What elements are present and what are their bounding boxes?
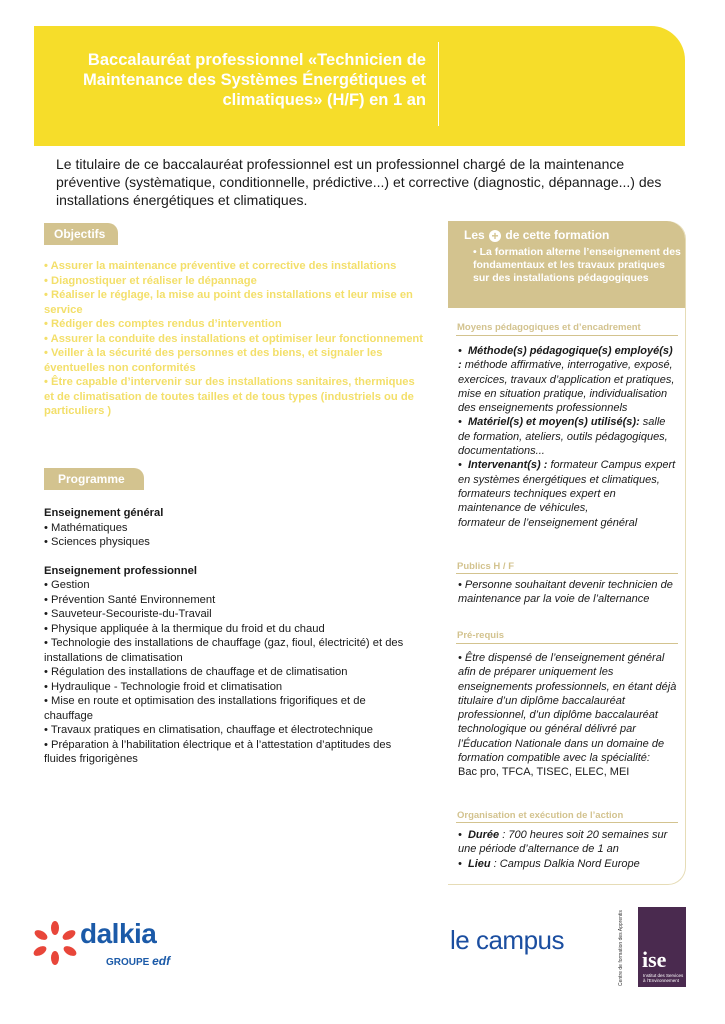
sidebar-panel — [448, 221, 686, 885]
groupe-edf: GROUPE edf — [106, 954, 171, 968]
duree-text: : 700 heures soit 20 semaines sur une période d’alternance de 1 an — [458, 829, 668, 856]
programme-tab — [44, 468, 144, 490]
list-item: • Rédiger des comptes rendus d’intervention — [44, 318, 282, 330]
intervenant-text-2: formateur de l’enseignement général — [458, 516, 638, 529]
list-item: • Veiller à la sécurité des personnes et des biens, et signaler les éventuelles non conformités — [44, 347, 383, 374]
programme-content — [44, 506, 414, 767]
les-plus-heading: Les + de cette formation — [464, 228, 610, 243]
objectifs-label: Objectifs — [54, 227, 106, 241]
plus-icon: + — [489, 230, 501, 242]
lieu-label: Lieu — [467, 857, 491, 870]
ise-caption: Institut des Services à l’Environnement — [643, 973, 684, 983]
list-item: • Diagnostiquer et réaliser le dépannage — [44, 274, 257, 287]
list-item: • Réaliser le réglage, la mise au point des installations et leur mise en service — [44, 289, 413, 316]
divider — [456, 643, 678, 644]
ise-wordmark: ise — [642, 947, 667, 972]
header-divider — [438, 42, 439, 126]
list-item: • Hydraulique - Technologie froid et climatisation — [44, 680, 283, 693]
objectifs-list — [44, 259, 424, 419]
intervenant-text: formateur Campus expert en systèmes énergétiques et climatiques, formateurs techniques expert en maintenance de véhicules, — [458, 459, 676, 515]
divider — [456, 335, 678, 336]
prereq-body — [458, 651, 678, 780]
prereq-diplomas: Bac pro, TFCA, TISEC, ELEC, MEI — [458, 766, 630, 779]
list-item: • Assurer la conduite des installations et optimiser leur fonctionnement — [44, 332, 423, 345]
publics-text: • Personne souhaitant devenir technicien de maintenance par la voie de l’alternance — [458, 579, 673, 606]
orga-body: • Durée : 700 heures soit 20 semaines sur une période d’alternance de 1 an • Lieu : Campus Dalkia Nord Europe — [458, 829, 668, 870]
moyens-heading: Moyens pédagogiques et d’encadrement — [457, 322, 641, 333]
ise-vertical-caption: Centre de formation des Apprentis — [618, 910, 624, 986]
dalkia-logo — [32, 918, 172, 972]
prereq-heading: Pré-requis — [457, 630, 504, 641]
lieu-text: : Campus Dalkia Nord Europe — [493, 857, 640, 870]
materiel-label: Matériel(s) et moyen(s) utilisé(s): — [467, 416, 640, 429]
prereq-text: • Être dispensé de l’enseignement général afin de préparer uniquement les enseignements professionnels, en étant déjà titulaire d’un diplôme baccalauréat professionnel, d’un diplôme baccalauréat technologique ou général délivré par l’Éducation Nationale dans un domaine de formation compatible avec la spécialité: — [458, 652, 677, 765]
page-title: Baccalauréat professionnel «Technicien de Maintenance des Systèmes Énergétiques et climatiques» (H/F) en 1 an — [83, 51, 426, 109]
pro-heading: Enseignement professionnel — [44, 564, 197, 577]
methode-text: méthode affirmative, interrogative, exposé, exercices, travaux d’application et pratiques, mise en situation pratique, individualisation des enseignements professionnels — [458, 359, 675, 415]
methode-label: Méthode(s) pédagogique(s) employé(s) : — [458, 345, 673, 372]
dalkia-flame-icon — [32, 920, 78, 966]
publics-heading: Publics H / F — [457, 561, 515, 572]
list-item: • Physique appliquée à la thermique du froid et du chaud — [44, 622, 325, 635]
list-item: • Prévention Santé Environnement — [44, 593, 216, 606]
list-item: • Être capable d’intervenir sur des installations sanitaires, thermiques et de climatisation de toutes tailles et de tous types (industriels ou de particuliers ) — [44, 376, 415, 417]
list-item: • Sciences physiques — [44, 536, 150, 548]
header-banner — [34, 26, 685, 146]
list-item: • Mathématiques — [44, 521, 128, 534]
sidebar-highlight — [448, 221, 685, 308]
divider — [456, 573, 678, 574]
highlight-text: • La formation alterne l’enseignement des fondamentaux et les travaux pratiques sur des installations pédagogiques — [473, 246, 681, 284]
list-item: • Sauveteur-Secouriste-du-Travail — [44, 608, 212, 620]
programme-label: Programme — [58, 472, 125, 486]
le-campus-logo: le campus — [450, 925, 564, 955]
list-item: • Travaux pratiques en climatisation, chauffage et électrotechnique — [44, 724, 373, 736]
objectifs-tab — [44, 223, 118, 245]
materiel-text: salle de formation, ateliers, outils pédagogiques, documentations... — [458, 416, 668, 458]
list-item: • Préparation à l’habilitation électrique et à l’attestation d’aptitudes des fluides frigorigènes — [44, 738, 392, 765]
divider — [456, 822, 678, 823]
list-item: • Assurer la maintenance préventive et corrective des installations — [44, 260, 397, 272]
intro-paragraph: Le titulaire de ce baccalauréat professionnel est un professionnel chargé de la maintenance préventive (systèmatique, conditionnelle, prédictive...) et corrective (diagnostic, dépannage...) des installations énergétiques et climatiques. — [56, 156, 662, 208]
list-item: • Gestion — [44, 579, 90, 591]
moyens-body: • Méthode(s) pédagogique(s) employé(s) : méthode affirmative, interrogative, exposé, exercices, travaux d’application et pratiques, mise en situation pratique, individualisation des enseignements professionnels • Matériel(s) et moyen(s) utilisé(s): salle de formation, ateliers, outils pédagogiques, documentations... • Intervenant(s) : formateur Campus expert en systèmes énergétiques et climatiques, formateurs techniques expert en maintenance de véhicules, formateur de l’enseignement général — [458, 345, 676, 529]
duree-label: Durée — [467, 829, 500, 841]
list-item: • Mise en route et optimisation des installations frigorifiques et de chauffage — [44, 695, 366, 722]
general-heading: Enseignement général — [44, 507, 164, 519]
list-item: • Technologie des installations de chauffage (gaz, fioul, électricité) et des installations de climatisation — [44, 637, 404, 664]
dalkia-wordmark: dalkia — [80, 918, 157, 949]
orga-heading: Organisation et exécution de l’action — [457, 810, 624, 821]
intervenant-label: Intervenant(s) : — [467, 459, 548, 472]
list-item: • Régulation des installations de chauffage et de climatisation — [44, 666, 348, 678]
